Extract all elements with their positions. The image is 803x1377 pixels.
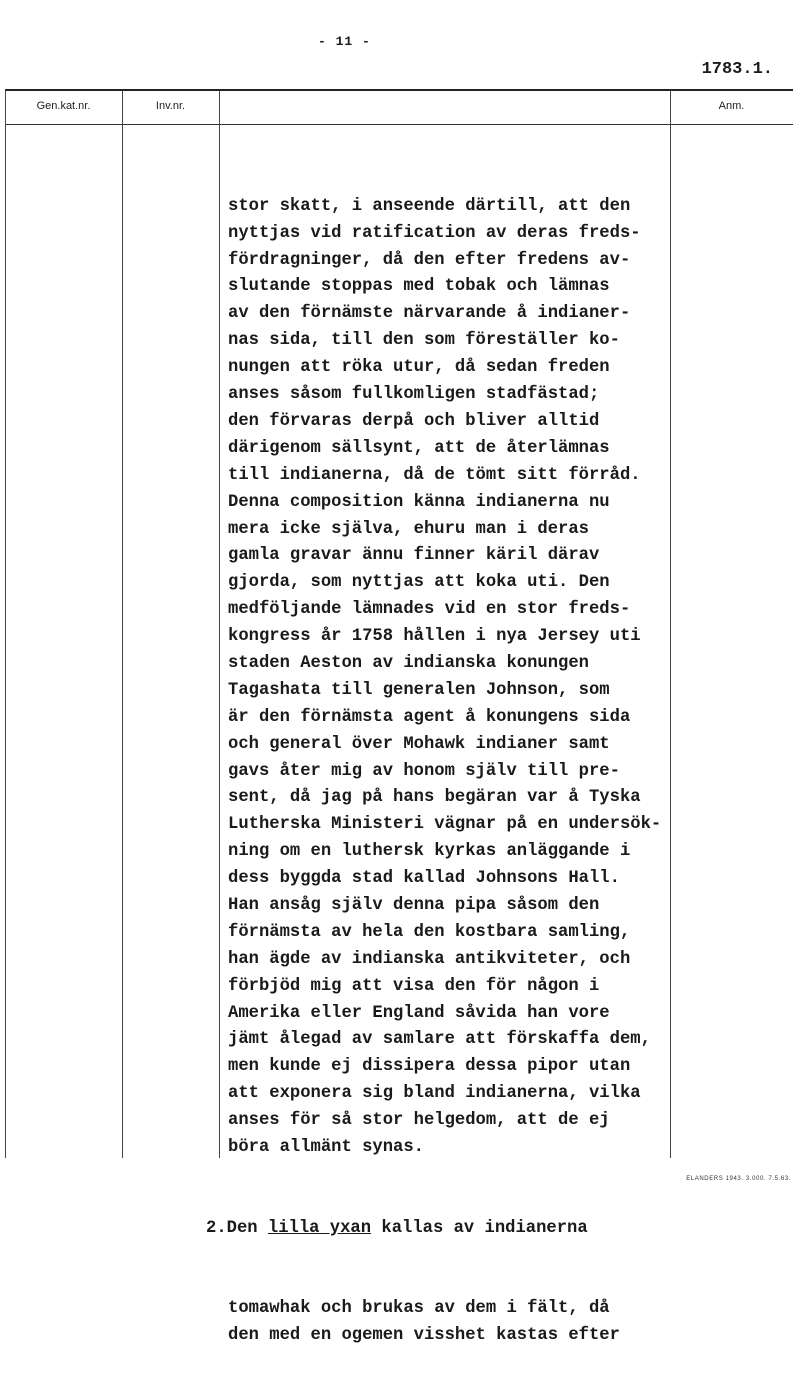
- column-header-anm: Anm.: [718, 100, 745, 112]
- text-line: förbjöd mig att visa den för någon i: [228, 976, 600, 996]
- table-header-rule: [5, 124, 793, 125]
- catalog-number: 1783.1.: [701, 60, 773, 79]
- page-number: - 11 -: [318, 34, 371, 49]
- text-line: den förvaras derpå och bliver alltid: [228, 411, 600, 431]
- text-line: stor skatt, i anseende därtill, att den: [228, 196, 631, 216]
- text-line: böra allmänt synas.: [228, 1137, 424, 1157]
- text-line: tomawhak och brukas av dem i fält, då: [228, 1299, 610, 1319]
- text-line: anses såsom fullkomligen stadfästad;: [228, 385, 600, 405]
- item-suffix: kallas av indianerna: [371, 1218, 588, 1238]
- item-2-line: [206, 1216, 698, 1243]
- column-header-inv-nr: Inv.nr.: [155, 100, 186, 112]
- description-lines: [228, 194, 698, 1162]
- text-line: sent, då jag på hans begäran var å Tyska: [228, 788, 641, 808]
- text-line: Tagashata till generalen Johnson, som: [228, 680, 610, 700]
- text-line: att exponera sig bland indianerna, vilka: [228, 1084, 641, 1104]
- item-prefix: Den: [226, 1218, 268, 1238]
- text-line: han ägde av indianska antikviteter, och: [228, 949, 631, 969]
- text-line: anses för så stor helgedom, att de ej: [228, 1111, 610, 1131]
- text-line: därigenom sällsynt, att de återlämnas: [228, 438, 610, 458]
- text-line: fördragninger, då den efter fredens av-: [228, 250, 631, 270]
- text-line: gavs åter mig av honom själv till pre-: [228, 761, 620, 781]
- text-line: gamla gravar ännu finner käril därav: [228, 546, 600, 566]
- text-line: mera icke själva, ehuru man i deras: [228, 519, 589, 539]
- column-header-gen-kat-nr: Gen.kat.nr.: [36, 100, 91, 112]
- description-lines-after: [228, 1296, 698, 1350]
- text-line: men kunde ej dissipera dessa pipor utan: [228, 1057, 631, 1077]
- text-line: staden Aeston av indianska konungen: [228, 653, 589, 673]
- text-line: nyttjas vid ratification av deras freds-: [228, 223, 641, 243]
- text-line: slutande stoppas med tobak och lämnas: [228, 277, 610, 297]
- text-line: dess byggda stad kallad Johnsons Hall.: [228, 869, 620, 889]
- table-top-rule: [5, 89, 793, 91]
- text-line: nungen att röka utur, då sedan freden: [228, 358, 610, 378]
- item-number: 2.: [206, 1218, 227, 1238]
- text-line: Amerika eller England såvida han vore: [228, 1003, 610, 1023]
- item-title-underlined: lilla yxan: [267, 1218, 372, 1238]
- column-divider: [219, 90, 220, 1158]
- text-line: ning om en luthersk kyrkas anläggande i: [228, 842, 631, 862]
- text-line: Han ansåg själv denna pipa såsom den: [228, 895, 600, 915]
- typed-description: [206, 140, 698, 1377]
- column-divider: [122, 90, 123, 1158]
- text-line: av den förnämste närvarande å indianer-: [228, 304, 631, 324]
- text-line: nas sida, till den som föreställer ko-: [228, 331, 620, 351]
- text-line: till indianerna, då de tömt sitt förråd.: [228, 465, 641, 485]
- text-line: kongress år 1758 hållen i nya Jersey uti: [228, 627, 641, 647]
- text-line: medföljande lämnades vid en stor freds-: [228, 600, 631, 620]
- text-line: gjorda, som nyttjas att koka uti. Den: [228, 573, 610, 593]
- text-line: förnämsta av hela den kostbara samling,: [228, 922, 631, 942]
- text-line: jämt ålegad av samlare att förskaffa dem,: [228, 1030, 651, 1050]
- text-line: Lutherska Ministeri vägnar på en undersök-: [228, 815, 662, 835]
- printer-imprint: ELANDERS 1943. 3.000. 7.5.63.: [686, 1176, 791, 1182]
- column-divider: [5, 90, 6, 1158]
- text-line: är den förnämsta agent å konungens sida: [228, 707, 631, 727]
- text-line: och general över Mohawk indianer samt: [228, 734, 610, 754]
- text-line: den med en ogemen visshet kastas efter: [228, 1326, 620, 1346]
- text-line: Denna composition känna indianerna nu: [228, 492, 610, 512]
